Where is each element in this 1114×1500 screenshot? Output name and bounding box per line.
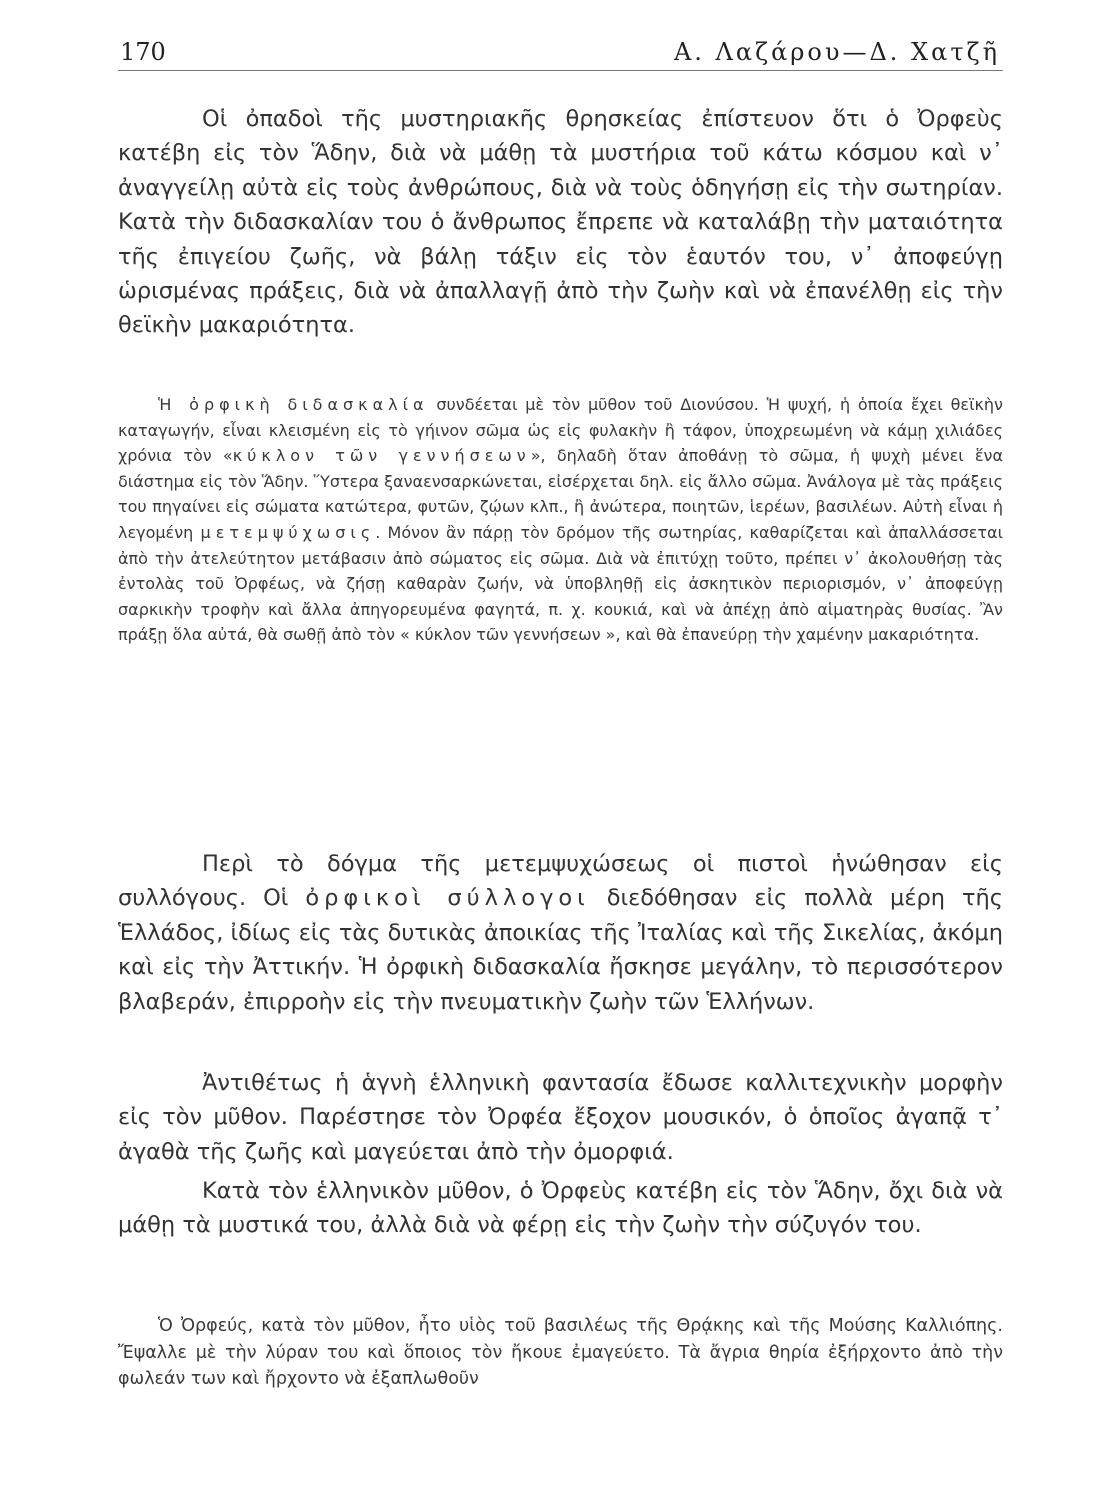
paragraph-2-text-c: . Μόνον ἂν πάρῃ τὸν δρόμον τῆς σωτηρίας, καθαρίζεται καὶ ἀπαλλάσσεται ἀπὸ τὴν ἀτελεύτητον μετάβασιν ἀπὸ σώματος εἰς σῶμα. Διὰ νὰ ἐπιτύχῃ τοῦτο, πρέπει ν᾿ ἀκολουθήσῃ τὰς ἐντολὰς τοῦ Ὀρφέως, νὰ ζήσῃ καθαρὰν ζωήν, νὰ ὑποβληθῇ εἰς ἀσκητικὸν περιορισμόν, ν᾿ ἀποφεύγῃ σαρκικὴν τροφὴν καὶ ἄλλα ἀπηγορευμένα φαγητά, π. χ. κουκιά, καὶ νὰ ἀπέχῃ ἀπὸ αἱματηρὰς θυσίας. Ἂν πράξῃ ὅλα αὐτά, θὰ σωθῇ ἀπὸ τὸν « κύκλον τῶν γεννήσεων », καὶ θὰ ἐπανεύρῃ τὴν χαμένην μακαριότητα. (118, 522, 1003, 645)
paragraph-4: Ἀντιθέτως ἡ ἁγνὴ ἑλληνικὴ φαντασία ἔδωσε καλλιτεχνικὴν μορφὴν εἰς τὸν μῦθον. Παρέστησε τὸν Ὀρφέα ἔξοχον μουσικόν, ὁ ὁποῖος ἀγαπᾷ τ᾿ ἀγαθὰ τῆς ζωῆς καὶ μαγεύεται ἀπὸ τὴν ὀμορφιά. (118, 1070, 1003, 1165)
running-header (120, 38, 1000, 66)
paragraph-1: Οἱ ὀπαδοὶ τῆς μυστηριακῆς θρησκείας ἐπίστευον ὅτι ὁ Ὀρφεὺς κατέβη εἰς τὸν Ἅδην, διὰ νὰ μάθῃ τὰ μυστήρια τοῦ κάτω κόσμου καὶ ν᾿ ἀναγγείλῃ αὐτὰ εἰς τοὺς ἀνθρώπους, διὰ νὰ τοὺς ὁδηγήσῃ εἰς τὴν σωτηρίαν. Κατὰ τὴν διδασκαλίαν του ὁ ἄνθρωπος ἔπρεπε νὰ καταλάβῃ τὴν ματαιότητα τῆς ἐπιγείου ζωῆς, νὰ βάλῃ τάξιν εἰς τὸν ἑαυτόν του, ν᾿ ἀποφεύγῃ ὡρισμένας πράξεις, διὰ νὰ ἀπαλλαγῇ ἀπὸ τὴν ζωὴν καὶ νὰ ἐπανέλθῃ εἰς τὴν θεϊκὴν μακαριότητα. (118, 106, 1003, 339)
spaced-lead: Ἡ ὀρφικὴ διδασκαλία (158, 395, 429, 414)
header-rule (118, 70, 1003, 71)
paragraph-2-text-a: συνδέεται μὲ τὸν μῦθον τοῦ Διονύσου. Ἡ ψυχή, ἡ ὁποία ἔχει θεϊκὴν καταγωγήν, εἶναι κλεισμένη εἰς τὸ γήινον σῶμα ὡς εἰς φυλακὴν ἢ τάφον, ὑποχρεωμένη νὰ κάμῃ χιλιάδες χρόνια τὸν « (118, 395, 1003, 466)
page-number: 170 (120, 38, 166, 66)
paragraph-6-small: Ὁ Ὀρφεύς, κατὰ τὸν μῦθον, ἦτο υἱὸς τοῦ βασιλέως τῆς Θρᾴκης καὶ τῆς Μούσης Καλλιόπης. Ἔψαλλε μὲ τὴν λύραν του καὶ ὅποιος τὸν ἤκουε ἐμαγεύετο. Τὰ ἄγρια θηρία ἐξήρχοντο ἀπὸ τὴν φωλεάν των καὶ ἤρχοντο νὰ ἐξαπλωθοῦν (118, 1316, 1003, 1389)
paragraph-2-small (118, 392, 1003, 648)
spaced-cycle: κύκλον τῶν γεννήσεων (232, 446, 531, 466)
spaced-metempsychosis: μετεμψύχωσις (200, 522, 376, 542)
spaced-orphic-societies: ὀρφικοὶ σύλλογοι (305, 885, 590, 912)
paragraph-3 (118, 847, 1003, 1019)
paragraph-2-text-b: », δηλαδὴ ὅταν ἀποθάνῃ τὸ σῶμα, ἡ ψυχὴ μένει ἕνα διάστημα εἰς τὸν Ἅδην. Ὕστερα ξαναενσαρκώνεται, εἰσέρχεται δηλ. εἰς ἄλλο σῶμα. Ἀνάλογα μὲ τὰς πράξεις του πηγαίνει εἰς σώματα κατώτερα, φυτῶν, ζῴων κλπ., ἢ ἀνώτερα, ποιητῶν, ἱερέων, βασιλέων. Αὐτὴ εἶναι ἡ λεγομένη (118, 446, 1004, 542)
paragraph-3-text-b: διεδόθησαν εἰς πολλὰ μέρη τῆς Ἑλλάδος, ἰδίως εἰς τὰς δυτικὰς ἀποικίας τῆς Ἰταλίας καὶ τῆς Σικελίας, ἀκόμη καὶ εἰς τὴν Ἀττικήν. Ἡ ὀρφικὴ διδασκαλία ἤσκησε μεγάλην, τὸ περισσότερον βλαβεράν, ἐπιρροὴν εἰς τὴν πνευματικὴν ζωὴν τῶν Ἑλλήνων. (118, 885, 1003, 1015)
paragraph-5: Κατὰ τὸν ἑλληνικὸν μῦθον, ὁ Ὀρφεὺς κατέβη εἰς τὸν Ἅδην, ὄχι διὰ νὰ μάθῃ τὰ μυστικά του, ἀλλὰ διὰ νὰ φέρῃ εἰς τὴν ζωὴν τὴν σύζυγόν του. (118, 1178, 1003, 1239)
running-title: Α. Λαζάρου—Δ. Χατζῆ (673, 38, 1000, 66)
paragraph-3-text-a: Περὶ τὸ δόγμα τῆς μετεμψυχώσεως οἱ πιστοὶ ἡνώθησαν εἰς συλλόγους. Οἱ (118, 851, 1003, 912)
